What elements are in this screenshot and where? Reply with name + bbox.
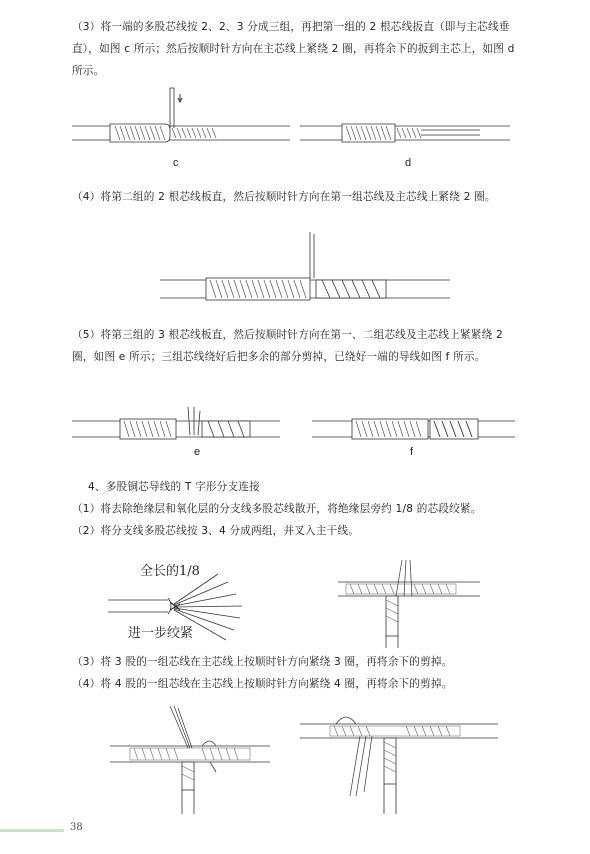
paragraph-step-4: （4）将第二组的 2 根芯线板直，然后按顺时针方向在第一组芯线及主芯线上紧绕 2 圈。 bbox=[72, 191, 496, 203]
paragraph-step-5: （5）将第三组的 3 根芯线板直，然后按顺时针方向在第一、二组芯线及主芯线上紧紧绕 2 圈，如图 e 所示；三组芯线绕好后把多余的部分剪掉，已绕好一端的导线如图 f 所示。 bbox=[72, 329, 503, 363]
figure-step-4 bbox=[160, 232, 450, 307]
figure-c-drawing bbox=[72, 88, 290, 142]
label-full-length: 全长的1/8 bbox=[140, 564, 200, 579]
caption-e: e bbox=[194, 446, 201, 458]
t-wound-right-drawing bbox=[300, 717, 498, 814]
section-heading: 4、多股铜芯导线的 T 字形分支连接 bbox=[88, 481, 260, 493]
figure-d-drawing bbox=[300, 124, 510, 142]
section-step-3: （3）将 3 股的一组芯线在主芯线上按顺时针方向紧绕 3 圈，再将余下的剪掉。 bbox=[72, 656, 453, 668]
footer-accent-bar bbox=[0, 829, 64, 832]
figure-f-drawing bbox=[312, 419, 515, 439]
figure-e-f bbox=[70, 405, 520, 450]
figure-t-branch-wound bbox=[110, 706, 500, 816]
label-twist: 进一步绞紧 bbox=[128, 626, 194, 641]
figure-c-d bbox=[70, 88, 520, 163]
t-entry-drawing bbox=[338, 560, 480, 648]
section-step-4: （4）将 4 股的一组芯线在主芯线上按顺时针方向紧绕 4 圈，再将余下的剪掉。 bbox=[72, 678, 453, 690]
caption-d: d bbox=[405, 157, 412, 169]
page-number: 38 bbox=[70, 822, 83, 833]
section-step-1: （1）将去除绝缘层和氧化层的分支线多股芯线散开，将绝缘层旁约 1/8 的芯段绞紧。 bbox=[72, 503, 482, 515]
caption-f: f bbox=[410, 446, 414, 458]
figure-e-drawing bbox=[72, 407, 280, 439]
t-wound-left-drawing bbox=[110, 706, 270, 814]
caption-c: c bbox=[173, 157, 179, 169]
paragraph-step-3: （3）将一端的多股芯线按 2、2、3 分成三组，再把第一组的 2 根芯线扳直（即与主芯线垂直），如图 c 所示；然后按顺时针方向在主芯线上紧绕 2 圈，再将余下的扳到主芯上，如图 d 所示。 bbox=[72, 21, 515, 77]
section-step-2: （2）将分支线多股芯线按 3、4 分成两组，并叉入主干线。 bbox=[72, 525, 360, 537]
